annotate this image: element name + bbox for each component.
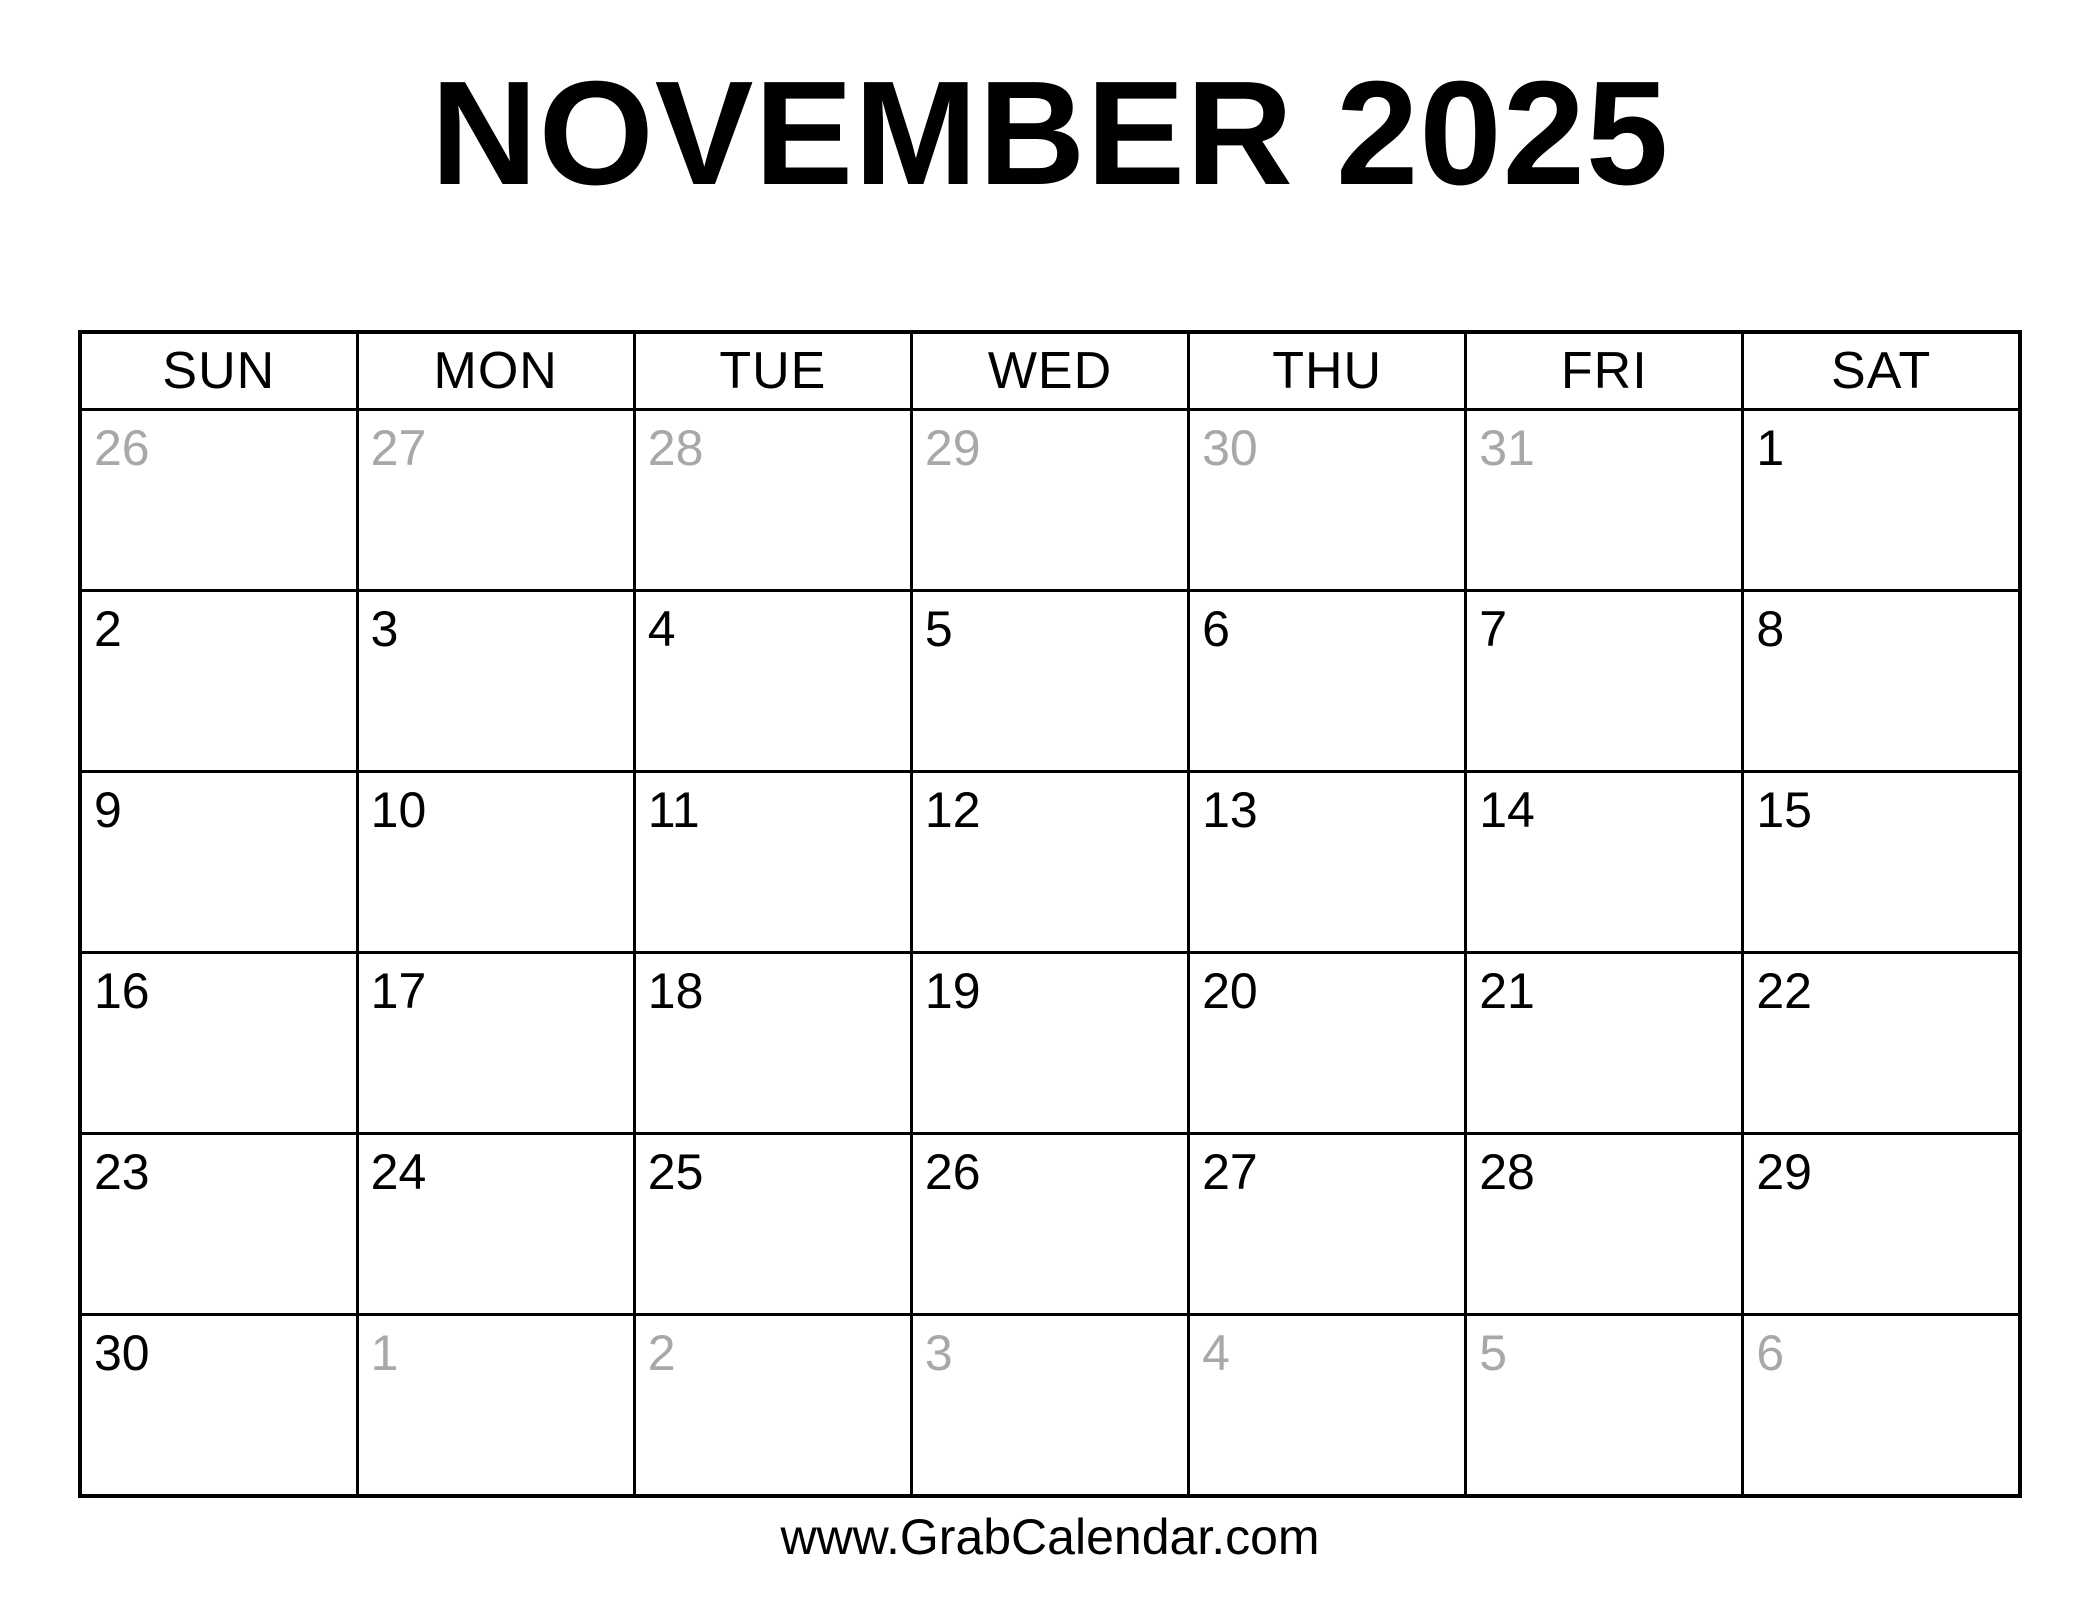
day-number: 25 bbox=[647, 1144, 704, 1200]
day-number: 6 bbox=[1202, 601, 1230, 657]
day-cell[interactable] bbox=[1743, 591, 2020, 772]
weeks-body bbox=[80, 410, 2020, 1497]
weekday-header-sat: SAT bbox=[1743, 332, 2020, 410]
footer-website: www.GrabCalendar.com bbox=[780, 1509, 1320, 1565]
day-cell[interactable] bbox=[1189, 1134, 1466, 1315]
weekday-header-thu: THU bbox=[1189, 332, 1466, 410]
month-grid bbox=[78, 330, 2022, 1498]
day-cell[interactable] bbox=[1466, 953, 1743, 1134]
day-number: 18 bbox=[647, 963, 704, 1019]
day-number: 17 bbox=[370, 963, 427, 1019]
day-cell[interactable] bbox=[1743, 410, 2020, 591]
day-cell[interactable] bbox=[80, 953, 357, 1134]
day-cell[interactable] bbox=[80, 1315, 357, 1497]
day-number: 22 bbox=[1756, 963, 1812, 1019]
day-number: 23 bbox=[94, 1144, 150, 1200]
day-cell[interactable] bbox=[634, 1315, 911, 1497]
day-cell[interactable] bbox=[357, 1134, 634, 1315]
day-cell[interactable] bbox=[1743, 953, 2020, 1134]
day-cell[interactable] bbox=[357, 591, 634, 772]
weekday-header-tue: TUE bbox=[634, 332, 911, 410]
day-cell[interactable] bbox=[1189, 410, 1466, 591]
day-number: 16 bbox=[94, 963, 150, 1019]
day-cell[interactable] bbox=[911, 1315, 1188, 1497]
day-number: 26 bbox=[924, 1144, 981, 1200]
day-number: 9 bbox=[94, 782, 122, 838]
day-number: 29 bbox=[1756, 1144, 1812, 1200]
day-cell[interactable] bbox=[911, 953, 1188, 1134]
day-number: 30 bbox=[1202, 420, 1258, 476]
week-row bbox=[80, 1134, 2020, 1315]
week-row bbox=[80, 591, 2020, 772]
day-number: 8 bbox=[1756, 601, 1785, 657]
day-cell[interactable] bbox=[357, 1315, 634, 1497]
day-cell[interactable] bbox=[357, 410, 634, 591]
day-cell[interactable] bbox=[634, 772, 911, 953]
day-number: 28 bbox=[1479, 1144, 1535, 1200]
day-number: 27 bbox=[370, 420, 427, 476]
day-cell[interactable] bbox=[911, 772, 1188, 953]
day-number: 19 bbox=[924, 963, 981, 1019]
day-cell[interactable] bbox=[911, 410, 1188, 591]
day-cell[interactable] bbox=[80, 591, 357, 772]
day-number: 21 bbox=[1479, 963, 1535, 1019]
week-row bbox=[80, 772, 2020, 953]
day-cell[interactable] bbox=[1189, 591, 1466, 772]
day-number: 31 bbox=[1479, 420, 1535, 476]
day-cell[interactable] bbox=[1466, 591, 1743, 772]
weekday-header-wed: WED bbox=[911, 332, 1188, 410]
day-number: 1 bbox=[1756, 420, 1785, 476]
day-number: 30 bbox=[94, 1325, 150, 1381]
day-cell[interactable] bbox=[634, 953, 911, 1134]
day-number: 3 bbox=[370, 601, 399, 657]
day-number: 26 bbox=[94, 420, 150, 476]
day-cell[interactable] bbox=[1466, 1134, 1743, 1315]
weekday-header-fri: FRI bbox=[1466, 332, 1743, 410]
day-number: 12 bbox=[924, 782, 981, 838]
day-cell[interactable] bbox=[1743, 1134, 2020, 1315]
day-number: 4 bbox=[1202, 1325, 1230, 1381]
day-number: 7 bbox=[1479, 601, 1508, 657]
week-row bbox=[80, 410, 2020, 591]
week-row bbox=[80, 953, 2020, 1134]
day-cell[interactable] bbox=[80, 772, 357, 953]
day-number: 11 bbox=[647, 782, 700, 838]
weekday-header-row bbox=[80, 332, 2020, 410]
day-number: 5 bbox=[1479, 1325, 1508, 1381]
day-cell[interactable] bbox=[1189, 953, 1466, 1134]
day-number: 5 bbox=[924, 601, 953, 657]
day-cell[interactable] bbox=[80, 410, 357, 591]
week-row bbox=[80, 1315, 2020, 1497]
day-number: 29 bbox=[924, 420, 981, 476]
day-cell[interactable] bbox=[1466, 772, 1743, 953]
day-cell[interactable] bbox=[1189, 772, 1466, 953]
day-number: 2 bbox=[647, 1325, 676, 1381]
day-number: 20 bbox=[1202, 963, 1258, 1019]
weekday-header-mon: MON bbox=[357, 332, 634, 410]
day-number: 3 bbox=[924, 1325, 953, 1381]
page-title: NOVEMBER 2025 bbox=[430, 51, 1670, 216]
day-cell[interactable] bbox=[1466, 410, 1743, 591]
day-number: 28 bbox=[647, 420, 704, 476]
day-cell[interactable] bbox=[634, 410, 911, 591]
day-cell[interactable] bbox=[1743, 772, 2020, 953]
day-number: 1 bbox=[370, 1325, 399, 1381]
day-cell[interactable] bbox=[357, 953, 634, 1134]
day-number: 10 bbox=[370, 782, 427, 838]
day-cell[interactable] bbox=[911, 1134, 1188, 1315]
day-number: 2 bbox=[94, 601, 122, 657]
day-number: 14 bbox=[1479, 782, 1535, 838]
weekday-header-sun: SUN bbox=[80, 332, 357, 410]
day-cell[interactable] bbox=[911, 591, 1188, 772]
day-number: 13 bbox=[1202, 782, 1258, 838]
day-cell[interactable] bbox=[634, 591, 911, 772]
day-number: 4 bbox=[647, 601, 676, 657]
day-cell[interactable] bbox=[1189, 1315, 1466, 1497]
day-number: 6 bbox=[1756, 1325, 1785, 1381]
calendar-container bbox=[78, 330, 2022, 1498]
weekday-row bbox=[80, 332, 2020, 410]
day-cell[interactable] bbox=[357, 772, 634, 953]
day-cell[interactable] bbox=[1743, 1315, 2020, 1497]
day-cell[interactable] bbox=[634, 1134, 911, 1315]
day-cell[interactable] bbox=[80, 1134, 357, 1315]
day-cell[interactable] bbox=[1466, 1315, 1743, 1497]
day-number: 27 bbox=[1202, 1144, 1258, 1200]
day-number: 24 bbox=[370, 1144, 427, 1200]
day-number: 15 bbox=[1756, 782, 1812, 838]
